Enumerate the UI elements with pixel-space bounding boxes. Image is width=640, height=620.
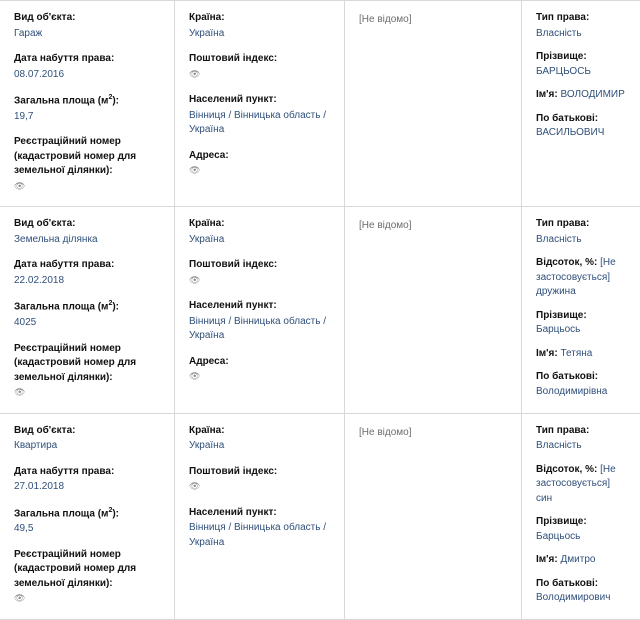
postal-index-label: Поштовий індекс: <box>189 53 278 64</box>
surname-pair <box>536 515 632 544</box>
name-value: Тетяна <box>560 347 593 359</box>
object-cell <box>0 207 175 412</box>
percent-pair <box>536 256 632 285</box>
country-label: Країна: <box>189 424 225 436</box>
right-type-label: Тип права: <box>536 424 590 436</box>
name-value: Дмитро <box>560 554 596 566</box>
owner-cell <box>522 207 640 412</box>
postal-index-label: Поштовий індекс: <box>189 259 278 271</box>
surname-pair <box>536 50 632 79</box>
relation-value: син <box>536 492 553 504</box>
patronymic-pair <box>536 577 632 606</box>
object-cell <box>0 1 175 206</box>
patronymic-label: По батькові: <box>536 371 599 383</box>
right-type-value: Власність <box>536 440 582 452</box>
total-area-label: Загальна площа $(м^2)$: <box>14 94 120 107</box>
unknown-cell <box>345 414 522 619</box>
surname-value: Барцьось <box>536 530 581 542</box>
location-cell <box>175 414 345 619</box>
settlement-label: Населений пункт: <box>189 506 277 518</box>
square-superscript: 2 <box>108 94 113 101</box>
settlement-value: Вінниця / Вінницька область / Україна <box>189 109 326 135</box>
unknown-value: [Не відомо] <box>359 14 412 25</box>
surname-label: Прізвище: <box>536 516 587 528</box>
right-type-label: Тип права: <box>536 12 590 23</box>
table-row <box>0 207 640 413</box>
object-type-label: Вид об'єкта: <box>14 12 76 23</box>
unknown-value: [Не відомо] <box>359 426 412 438</box>
table-row <box>0 414 640 620</box>
patronymic-pair <box>536 112 632 141</box>
acquire-date-label: Дата набуття права: <box>14 259 115 271</box>
country-label: Країна: <box>189 12 225 23</box>
object-type-value: Земельна ділянка <box>14 233 98 245</box>
total-area-value: 19,7 <box>14 110 34 122</box>
surname-label: Прізвище: <box>536 309 587 321</box>
name-label: Ім'я: <box>536 89 558 100</box>
total-area-value: 49,5 <box>14 523 34 535</box>
settlement-value: Вінниця / Вінницька область / Україна <box>189 315 326 342</box>
acquire-date-value: 08.07.2016 <box>14 68 65 80</box>
patronymic-value: ВАСИЛЬОВИЧ <box>536 127 605 138</box>
patronymic-pair <box>536 370 632 399</box>
total-area-value: 4025 <box>14 317 37 329</box>
patronymic-value: Володимирівна <box>536 385 608 397</box>
acquire-date-value: 27.01.2018 <box>14 481 65 493</box>
patronymic-label: По батькові: <box>536 112 599 124</box>
location-cell <box>175 1 345 206</box>
reg-number-hidden-icon[interactable]: 👁 <box>14 180 26 191</box>
unknown-value: [Не відомо] <box>359 220 412 232</box>
total-area-label: Загальна площа $(м^2)$: <box>14 506 120 519</box>
square-superscript: 2 <box>108 506 113 514</box>
surname-value: Барцьось <box>536 324 581 336</box>
postal-index-label: Поштовий індекс: <box>189 465 278 477</box>
percent-label: Відсоток, %: <box>536 463 598 475</box>
right-type-value: Власність <box>536 233 582 245</box>
postal-index-hidden-icon[interactable]: 👁 <box>189 68 201 79</box>
right-type-label: Тип права: <box>536 218 590 230</box>
percent-label: Відсоток, %: <box>536 257 598 269</box>
total-area-label: Загальна площа $(м^2)$: <box>14 300 120 313</box>
right-type-value: Власність <box>536 27 582 39</box>
country-label: Країна: <box>189 218 225 230</box>
unknown-cell <box>345 207 522 412</box>
country-value: Україна <box>189 440 225 452</box>
surname-label: Прізвище: <box>536 51 587 62</box>
relation-value: дружина <box>536 286 576 298</box>
name-label: Ім'я: <box>536 554 558 566</box>
percent-value: [Не застосовується] <box>536 463 616 490</box>
acquire-date-label: Дата набуття права: <box>14 465 115 477</box>
reg-number-label: Реєстраційний номер (кадастровий номер для земельної ділянки): <box>14 342 137 383</box>
surname-value: БАРЦЬОСЬ <box>536 65 591 77</box>
name-value: ВОЛОДИМИР <box>560 89 625 100</box>
acquire-date-label: Дата набуття права: <box>14 53 115 64</box>
table-row <box>0 0 640 207</box>
reg-number-hidden-icon[interactable]: 👁 <box>14 387 26 398</box>
percent-pair <box>536 463 632 492</box>
square-superscript: 2 <box>108 300 113 308</box>
name-pair <box>536 88 632 103</box>
object-type-value: Квартира <box>14 440 58 452</box>
object-type-label: Вид об'єкта: <box>14 218 76 230</box>
address-hidden-icon[interactable]: 👁 <box>189 371 201 382</box>
postal-index-hidden-icon[interactable]: 👁 <box>189 274 201 285</box>
patronymic-value: Володимирович <box>536 592 611 604</box>
reg-number-label: Реєстраційний номер (кадастровий номер для земельної ділянки): <box>14 136 137 177</box>
owner-cell <box>522 414 640 619</box>
object-cell <box>0 414 175 619</box>
reg-number-label: Реєстраційний номер (кадастровий номер для земельної ділянки): <box>14 548 137 589</box>
object-type-value: Гараж <box>14 27 43 39</box>
name-pair <box>536 553 632 568</box>
reg-number-hidden-icon[interactable]: 👁 <box>14 593 26 604</box>
settlement-label: Населений пункт: <box>189 300 277 312</box>
country-value: Україна <box>189 27 225 39</box>
postal-index-hidden-icon[interactable]: 👁 <box>189 481 201 492</box>
patronymic-label: По батькові: <box>536 577 599 589</box>
address-hidden-icon[interactable]: 👁 <box>189 165 201 175</box>
acquire-date-value: 22.02.2018 <box>14 274 65 286</box>
country-value: Україна <box>189 233 225 245</box>
unknown-cell <box>345 1 522 206</box>
address-label: Адреса: <box>189 355 229 367</box>
object-type-label: Вид об'єкта: <box>14 424 76 436</box>
address-label: Адреса: <box>189 149 229 161</box>
surname-pair <box>536 309 632 338</box>
owner-cell <box>522 1 640 206</box>
percent-value: [Не застосовується] <box>536 257 616 283</box>
name-pair <box>536 347 632 362</box>
name-label: Ім'я: <box>536 347 558 359</box>
location-cell <box>175 207 345 412</box>
settlement-value: Вінниця / Вінницька область / Україна <box>189 522 326 548</box>
settlement-label: Населений пункт: <box>189 94 277 105</box>
